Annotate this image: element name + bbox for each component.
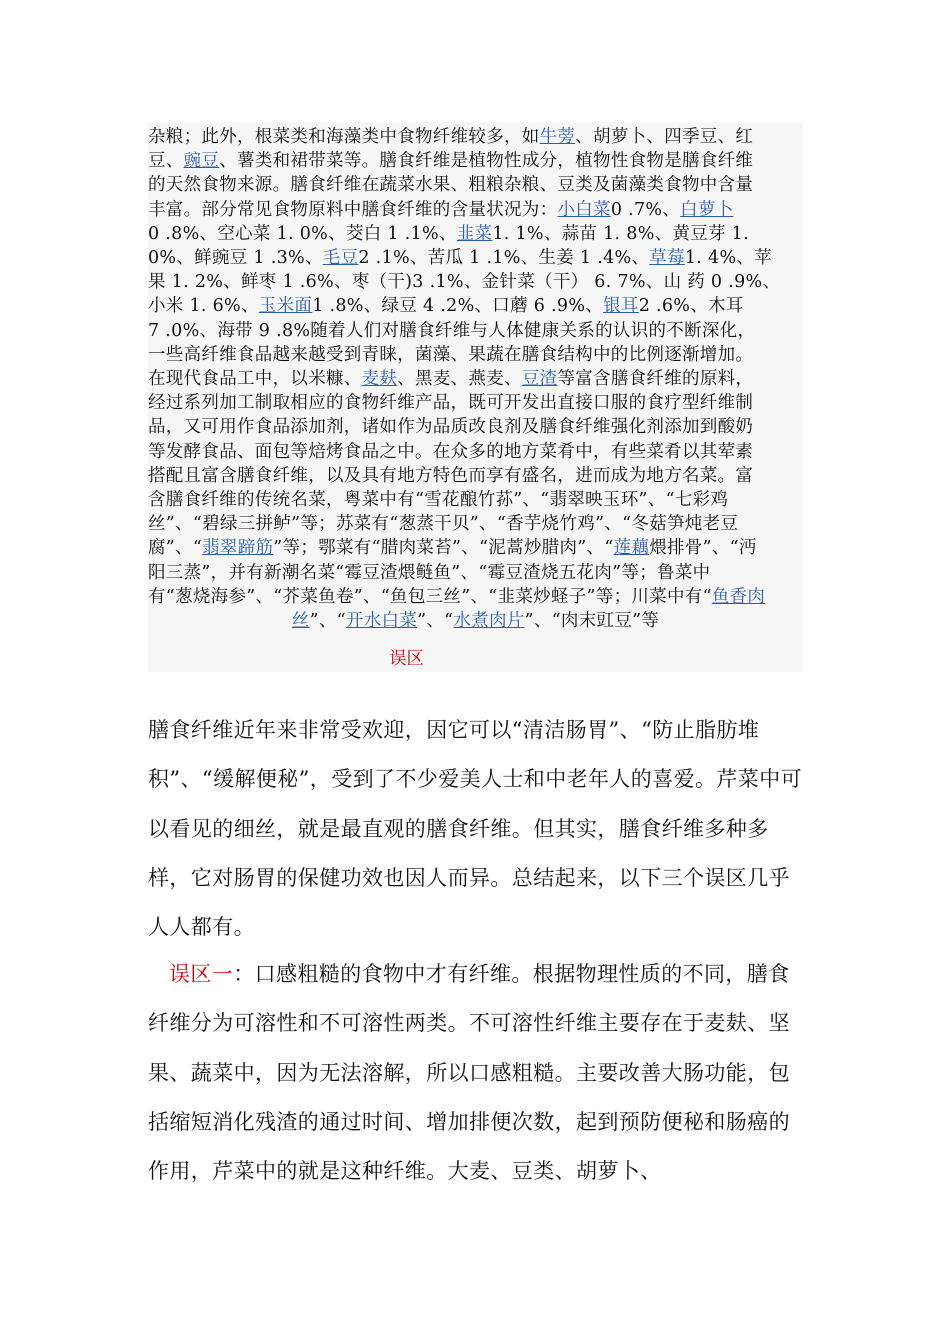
link-kaishuibaicai[interactable]: 开水白菜 [345,611,418,632]
text: 2 .6%、木耳 [638,296,744,317]
link-caomei[interactable]: 草莓 [649,248,685,269]
excerpt-line: 经过系列加工制取相应的食物纤维产品，既可开发出直接口服的食疗型纤维制 [148,393,754,414]
myth1-paragraph [148,950,808,1196]
text: 在现代食品工中，以米糠、 [148,369,362,390]
excerpt-line: 阳三蒸”，并有新潮名菜“霉豆渣煨鲢鱼”、“霉豆渣烧五花肉”等；鲁菜中 [148,562,711,583]
myth1-label: 误区一 [169,962,234,986]
excerpt-line: 含膳食纤维的传统名菜，粤菜中有“雪花酿竹荪”、“翡翠映玉环”、“七彩鸡 [148,490,729,511]
text: ”、“ [417,611,454,632]
excerpt-line: 等发酵食品、面包等焙烤食品之中。在众多的地方菜肴中，有些菜肴以其荤素 [148,441,754,462]
text: 0 .7%、 [610,199,681,220]
excerpt-line [148,246,803,270]
text: 1. 1%、蒜苗 1. 8%、黄豆芽 1. [492,223,749,244]
text: 、薯类和裙带菜等。膳食纤维是植物性成分，植物性食物是膳食纤维 [219,151,754,172]
text: 、胡萝卜、四季豆、红 [575,127,754,147]
text: 丰富。部分常见食物原料中膳食纤维的含量状况为： [148,199,558,220]
myth1-text [148,950,808,1196]
excerpt-line [148,536,803,560]
link-feicuitijin[interactable]: 翡翠蹄筋 [202,538,274,559]
text: 有“葱烧海参”、“芥菜鱼卷”、“鱼包三丝”、“韭菜炒蛏子”等；川菜中有“ [148,586,712,607]
link-niubang[interactable]: 牛蒡 [539,127,576,147]
link-shuizhuroupian[interactable]: 水煮肉片 [453,611,525,632]
link-yumimian[interactable]: 玉米面 [258,296,313,317]
text: 0%、鲜豌豆 1 .3%、 [148,248,323,269]
intro-paragraph [148,706,808,952]
excerpt-line [148,198,803,222]
link-xiaobaicai[interactable]: 小白菜 [557,199,611,220]
excerpt-line [148,367,803,391]
link-lianou[interactable]: 莲藕 [613,538,650,559]
link-yiner[interactable]: 银耳 [603,296,639,317]
text: ”、“肉末豇豆”等 [524,611,660,632]
excerpt-line: 搭配且富含膳食纤维，以及具有地方特色而享有盛名，进而成为地方名菜。富 [148,465,754,486]
excerpt-line [148,609,803,633]
text: 小米 1. 6%、 [148,296,259,317]
text: 豆、 [148,151,184,172]
link-jiucai[interactable]: 韭菜 [456,223,493,244]
text: 1. 4%、苹 [684,248,772,269]
text: 0 .8%、空心菜 1. 0%、茭白 1 .1%、 [148,223,457,244]
intro-text: 膳食纤维近年来非常受欢迎，因它可以“清洁肠胃”、“防止脂肪堆积”、“缓解便秘”，受到了不少爱美人士和中老年人的喜爱。芹菜中可以看见的细丝，就是最直观的膳食纤维。但其实，膳食纤维多种多样，它对肠胃的保健功效也因人而异。总结起来，以下三个误区几乎人人都有。 [148,718,803,940]
text: ”等；鄂菜有“腊肉菜苔”、“泥蒿炒腊肉”、“ [273,538,614,559]
text: 等富含膳食纤维的原料， [557,369,754,390]
quoted-excerpt [148,125,803,633]
text: 1 .8%、绿豆 4 .2%、口蘑 6 .9%、 [312,296,604,317]
excerpt-line: 7 .0%、海带 9 .8%随着人们对膳食纤维与人体健康关系的认识的不断深化， [148,320,756,341]
text: ”、“ [309,611,346,632]
link-maodou[interactable]: 毛豆 [322,248,359,269]
link-douzha[interactable]: 豆渣 [521,369,558,390]
excerpt-line [148,585,803,609]
link-yuxiangrousi[interactable]: 鱼香肉 [711,586,766,607]
excerpt-line: 品，又可用作食品添加剂，诸如作为品质改良剂及膳食纤维强化剂添加到酸奶 [148,417,754,438]
link-wandou[interactable]: 豌豆 [183,151,220,172]
link-bailuobo[interactable]: 白萝卜 [680,199,734,220]
myth1-body: ：口感粗糙的食物中才有纤维。根据物理性质的不同，膳食纤维分为可溶性和不可溶性两类。不可溶性纤维主要存在于麦麸、坚果、蔬菜中，因为无法溶解，所以口感粗糙。主要改善大肠功能，包括缩短消化残渣的通过时间、增加排便次数，起到预防便秘和肠癌的作用，芹菜中的就是这种纤维。大麦、豆类、胡萝卜、 [148,962,790,1184]
text: 腐”、“ [148,538,203,559]
excerpt-line [148,222,803,246]
excerpt-line: 的天然食物来源。膳食纤维在蔬菜水果、粗粮杂粮、豆类及菌藻类食物中含量 [148,175,754,196]
excerpt-line: 一些高纤维食品越来越受到青睐，菌藻、果蔬在膳食结构中的比例逐渐增加。 [148,344,754,365]
excerpt-line [148,125,803,149]
text: 杂粮；此外，根菜类和海藻类中食物纤维较多，如 [148,127,540,147]
excerpt-line [148,149,803,173]
text: 2 .1%、苦瓜 1 .1%、生姜 1 .4%、 [358,248,650,269]
text: 、黑麦、燕麦、 [397,369,522,390]
link-yuxiangrousi-cont[interactable]: 丝 [291,611,310,632]
text: 煨排骨”、“沔 [649,538,757,559]
excerpt-line [148,294,803,318]
section-title: 误区 [389,649,424,669]
excerpt-line: 丝”、“碧绿三拼鲈”等；苏菜有“葱蒸干贝”、“香芋烧竹鸡”、“冬菇笋炖老豆 [148,514,739,535]
excerpt-line: 果 1. 2%、鲜枣 1 .6%、枣（干)3 .1%、金针菜（干） 6. 7%、山 药 0 .9%、 [148,272,781,293]
link-maifu[interactable]: 麦麸 [361,369,398,390]
